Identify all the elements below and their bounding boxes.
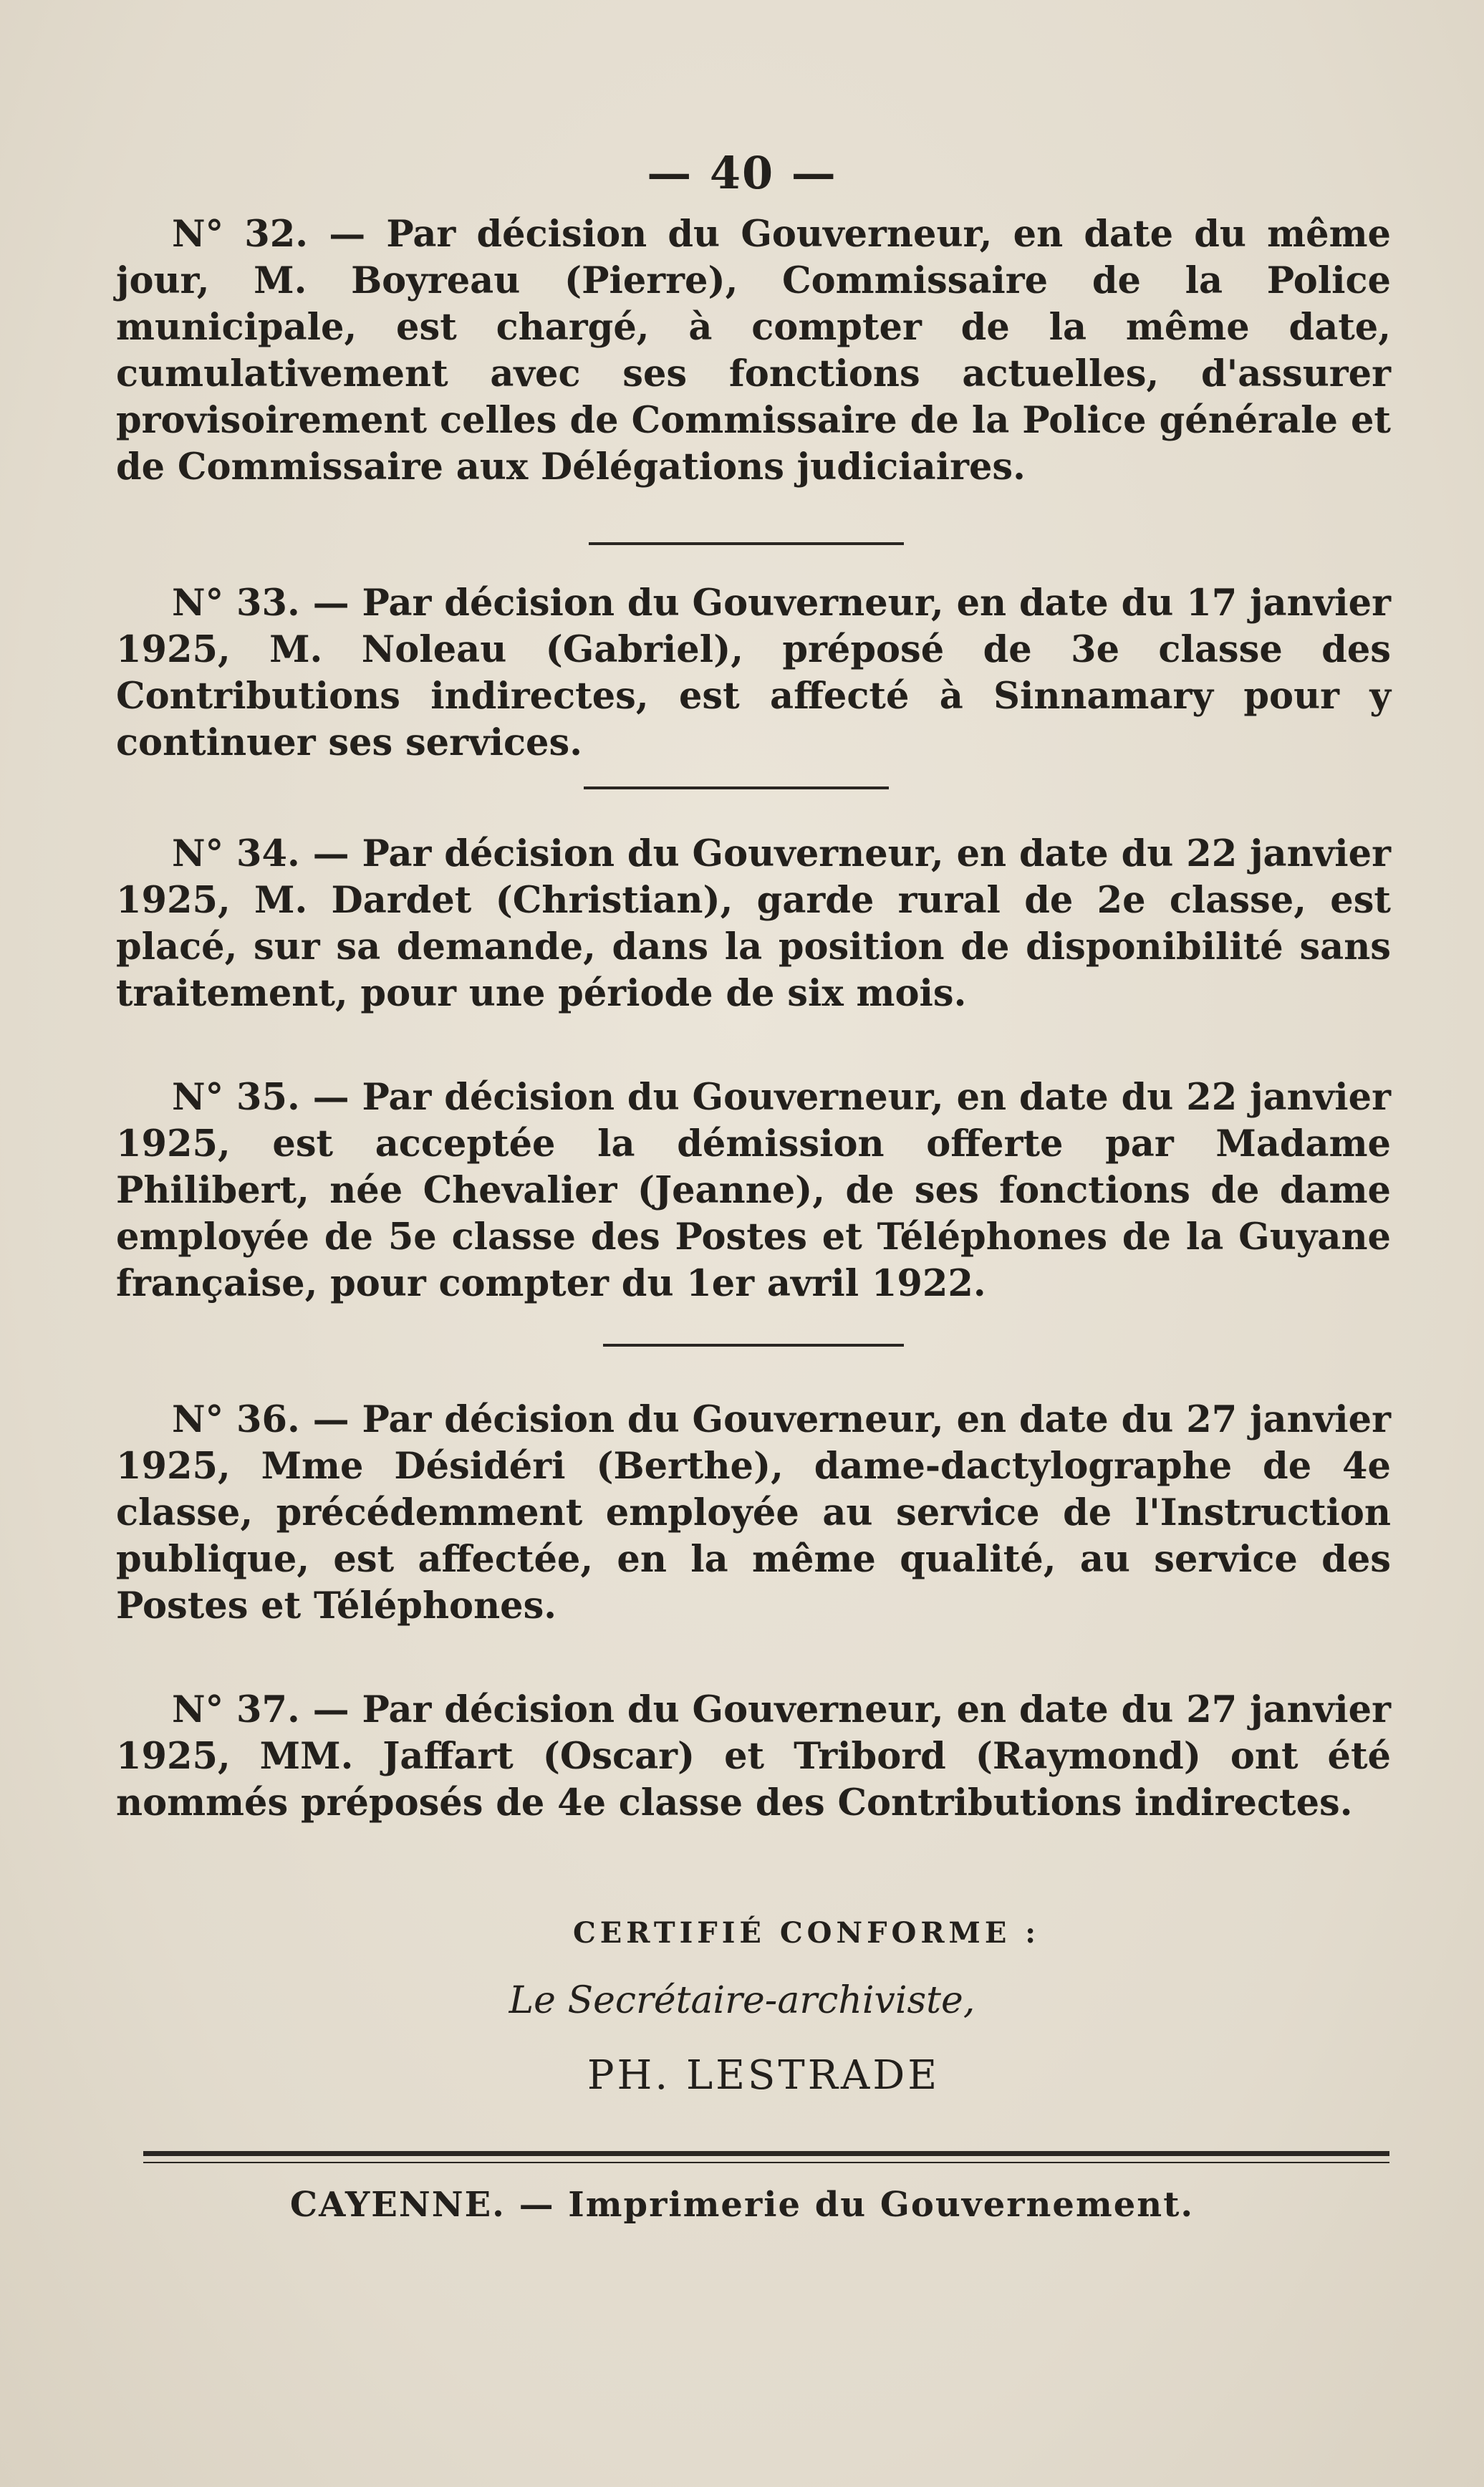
- page-number: — 40 —: [647, 147, 837, 199]
- footer-rule: [143, 2151, 1389, 2156]
- signatory-name: PH. LESTRADE: [587, 2052, 940, 2099]
- separator-rule: [584, 786, 889, 789]
- printer-footer: CAYENNE. — Imprimerie du Gouvernement.: [289, 2185, 1195, 2225]
- separator-rule: [589, 542, 904, 545]
- entry-33: N° 33. — Par décision du Gouverneur, en date du 17 janvier 1925, M. Noleau (Gabriel), préposé de 3e classe des Contributions indirectes, est affecté à Sinnamary pour y continuer ses services.: [116, 582, 1391, 764]
- certification-role: Le Secrétaire-archiviste,: [509, 1979, 975, 2022]
- entry-34: N° 34. — Par décision du Gouverneur, en date du 22 janvier 1925, M. Dardet (Christian), garde rural de 2e classe, est placé, sur sa demande, dans la position de disponibilité sans traitement, pour une période de six mois.: [116, 832, 1391, 1015]
- entry-36: N° 36. — Par décision du Gouverneur, en date du 27 janvier 1925, Mme Désidéri (Berthe), dame-dactylographe de 4e classe, précédemment employée au service de l'Instruction publique, est affectée, en la même qualité, au service des Postes et Téléphones.: [116, 1398, 1391, 1627]
- footer-rule-thin: [143, 2162, 1389, 2163]
- certification-label: CERTIFIÉ CONFORME :: [572, 1916, 1041, 1950]
- entry-37: N° 37. — Par décision du Gouverneur, en date du 27 janvier 1925, MM. Jaffart (Oscar) et Tribord (Raymond) ont été nommés préposés de 4e classe des Contributions indirectes.: [116, 1688, 1391, 1824]
- entry-32: N° 32. — Par décision du Gouverneur, en date du même jour, M. Boyreau (Pierre), Commissaire de la Police municipale, est chargé, à compter de la même date, cumulativement avec ses fonctions actuelles, d'assurer provisoirement celles de Commissaire de la Police générale et de Commissaire aux Délégations judiciaires.: [116, 213, 1391, 489]
- separator-rule: [603, 1344, 904, 1347]
- entry-35: N° 35. — Par décision du Gouverneur, en date du 22 janvier 1925, est acceptée la démission offerte par Madame Philibert, née Chevalier (Jeanne), de ses fonctions de dame employée de 5e classe des Postes et Téléphones de la Guyane française, pour compter du 1er avril 1922.: [116, 1076, 1391, 1305]
